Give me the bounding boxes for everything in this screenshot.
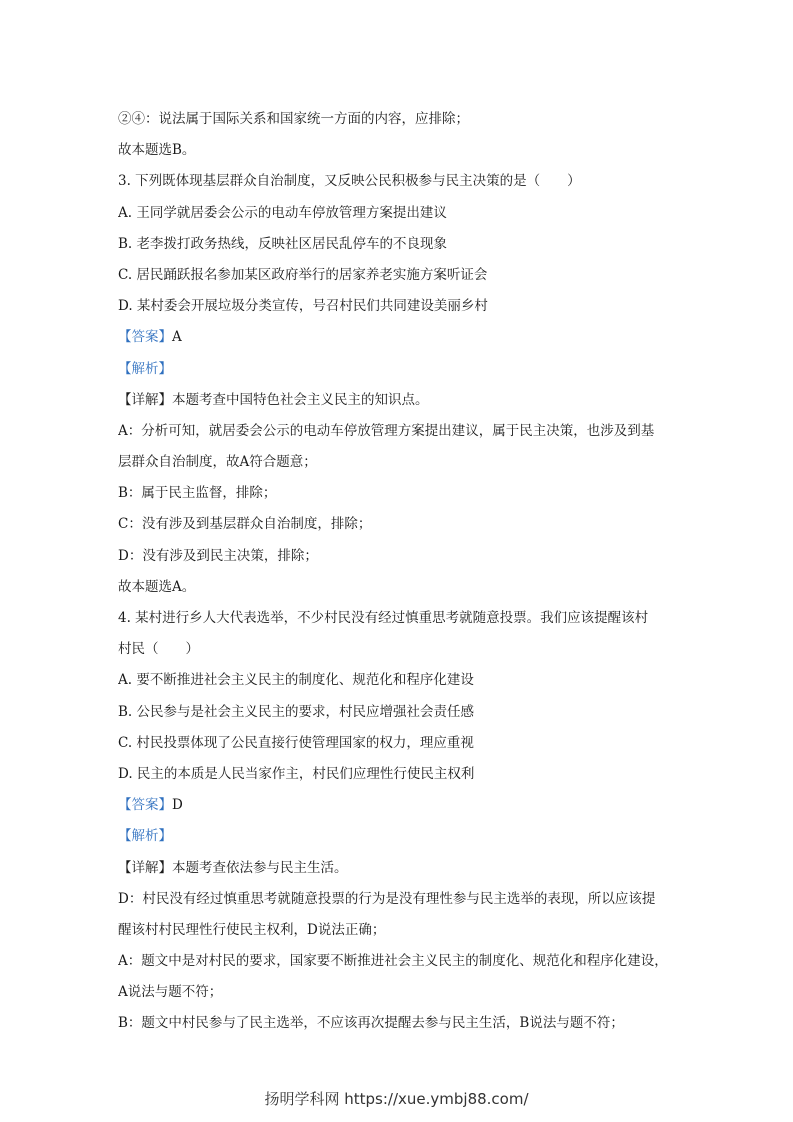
- line-text: A：分析可知，就居委会公示的电动车停放管理方案提出建议，属于民主决策，也涉及到基: [118, 422, 655, 439]
- footer-watermark: 扬明学科网 https://xue.ymbj88.com/: [264, 1090, 529, 1108]
- text-line: [118, 198, 688, 229]
- text-line: [118, 229, 688, 260]
- line-text: 层群众自治制度，故A符合题意；: [118, 454, 317, 471]
- document-body: [118, 104, 688, 1040]
- line-text: C. 村民投票体现了公民直接行使管理国家的权力，理应重视: [118, 734, 474, 751]
- section-tag: 【答案】: [118, 797, 172, 814]
- text-line: [118, 541, 688, 572]
- line-text: D. 民主的本质是人民当家作主，村民们应理性行使民主权利: [118, 765, 475, 782]
- line-text: D：没有涉及到民主决策，排除；: [118, 547, 318, 564]
- text-line: [118, 697, 688, 728]
- line-text: B. 公民参与是社会主义民主的要求，村民应增强社会责任感: [118, 703, 475, 720]
- line-text: 醒该村村民理性行使民主权利，D说法正确；: [118, 921, 386, 938]
- text-line: [118, 946, 688, 977]
- section-tag: 【解析】: [118, 828, 172, 845]
- line-text: B. 老李拨打政务热线，反映社区居民乱停车的不良现象: [118, 235, 448, 252]
- text-line: [118, 104, 688, 135]
- line-text: 村民（ ）: [118, 641, 199, 658]
- line-text: C. 居民踊跃报名参加某区政府举行的居家养老实施方案听证会: [118, 266, 488, 283]
- text-line: [118, 790, 688, 821]
- text-line: [118, 385, 688, 416]
- section-tag: 【答案】: [118, 329, 172, 346]
- text-line: [118, 915, 688, 946]
- text-line: [118, 977, 688, 1008]
- text-line: [118, 665, 688, 696]
- text-line: [118, 853, 688, 884]
- line-text: 【详解】本题考查依法参与民主生活。: [118, 859, 348, 876]
- line-text: 3. 下列既体现基层群众自治制度，又反映公民积极参与民主决策的是（ ）: [118, 173, 581, 190]
- text-line: [118, 759, 688, 790]
- line-text: D: [172, 797, 183, 814]
- line-text: 故本题选A。: [118, 578, 196, 595]
- text-line: [118, 354, 688, 385]
- line-text: B：属于民主监督，排除；: [118, 485, 277, 502]
- section-tag: 【解析】: [118, 360, 172, 377]
- line-text: A：题文中是对村民的要求，国家要不断推进社会主义民主的制度化、规范化和程序化建设，: [118, 953, 668, 970]
- line-text: A. 王同学就居委会公示的电动车停放管理方案提出建议: [118, 204, 447, 221]
- text-line: [118, 478, 688, 509]
- text-line: [118, 291, 688, 322]
- text-line: [118, 166, 688, 197]
- line-text: C：没有涉及到基层群众自治制度，排除；: [118, 516, 372, 533]
- line-text: 故本题选B。: [118, 142, 196, 159]
- text-line: [118, 634, 688, 665]
- line-text: D：村民没有经过慎重思考就随意投票的行为是没有理性参与民主选举的表现，所以应该提: [118, 890, 656, 907]
- line-text: A. 要不断推进社会主义民主的制度化、规范化和程序化建设: [118, 672, 474, 689]
- text-line: [118, 572, 688, 603]
- line-text: 【详解】本题考查中国特色社会主义民主的知识点。: [118, 391, 429, 408]
- text-line: [118, 603, 688, 634]
- line-text: B：题文中村民参与了民主选举，不应该再次提醒去参与民主生活，B说法与题不符；: [118, 1015, 624, 1032]
- line-text: D. 某村委会开展垃圾分类宣传，号召村民们共同建设美丽乡村: [118, 298, 488, 315]
- text-line: [118, 447, 688, 478]
- text-line: [118, 260, 688, 291]
- text-line: [118, 884, 688, 915]
- text-line: [118, 135, 688, 166]
- text-line: [118, 322, 688, 353]
- text-line: [118, 509, 688, 540]
- line-text: 4. 某村进行乡人大代表选举，不少村民没有经过慎重思考就随意投票。我们应该提醒该村: [118, 610, 649, 626]
- line-text: ②④：说法属于国际关系和国家统一方面的内容，应排除；: [118, 111, 469, 127]
- line-text: A说法与题不符；: [118, 984, 223, 1001]
- text-line: [118, 1008, 688, 1039]
- text-line: [118, 821, 688, 852]
- text-line: [118, 416, 688, 447]
- line-text: A: [172, 329, 182, 346]
- text-line: [118, 728, 688, 759]
